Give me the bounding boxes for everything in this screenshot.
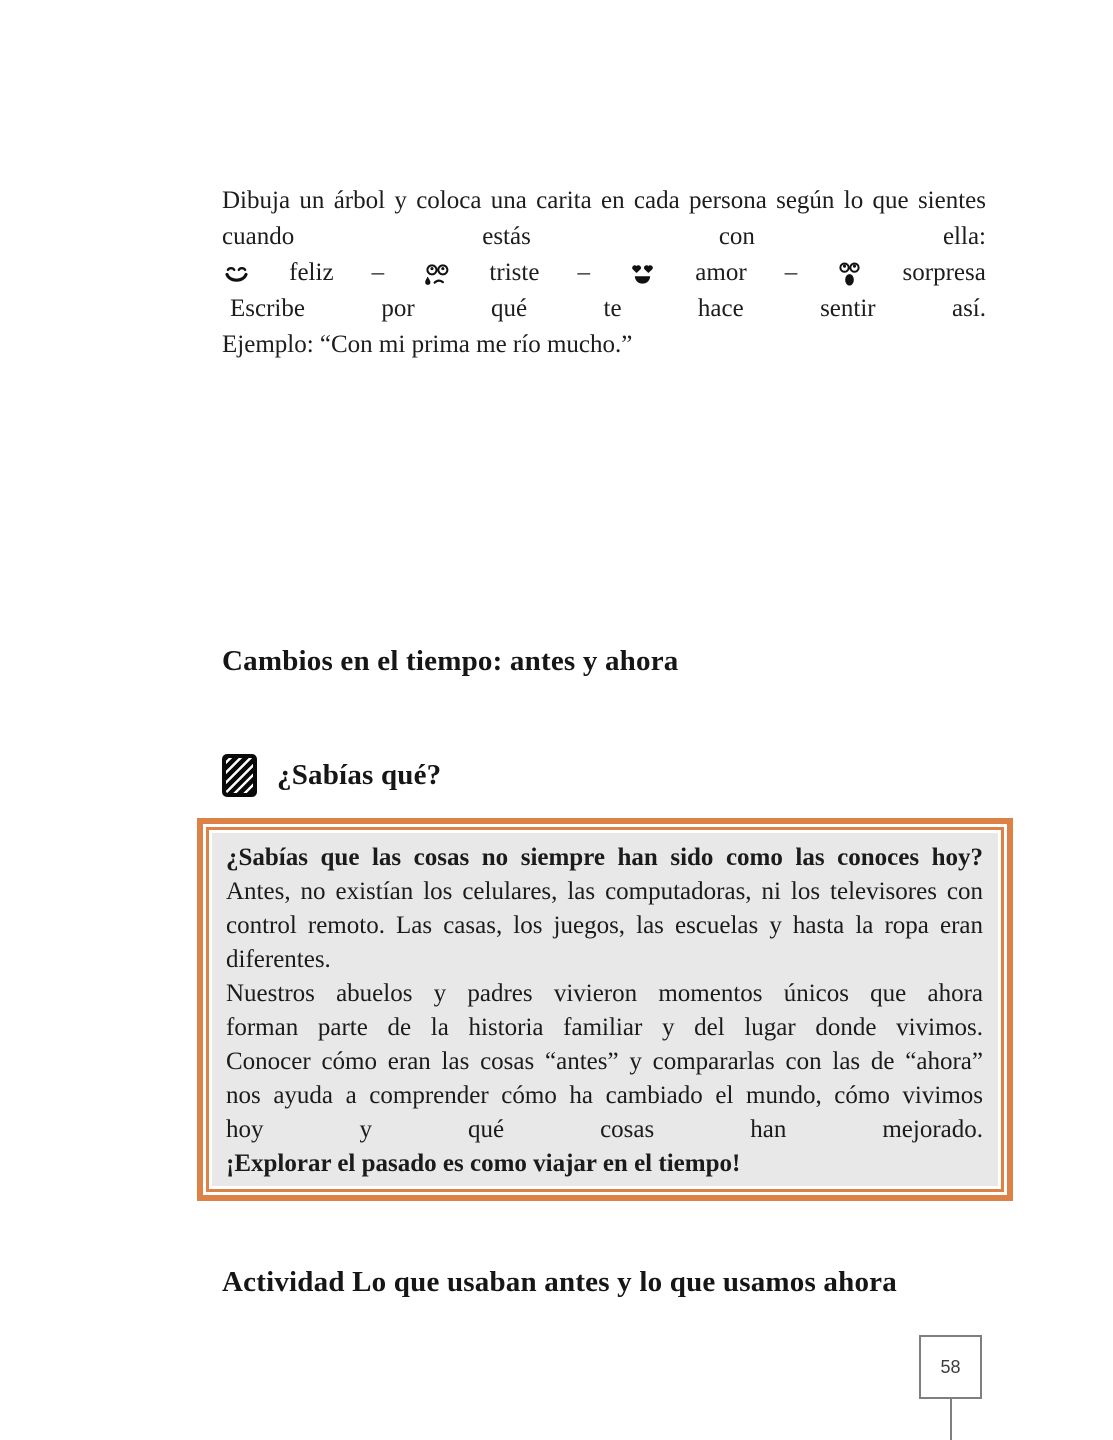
page-number-stem-line — [950, 1399, 952, 1440]
page-number: 58 — [940, 1356, 961, 1377]
heart-eyes-face-icon — [628, 259, 657, 288]
info-box — [197, 818, 1013, 1201]
crying-face-icon — [422, 259, 451, 288]
info-box-line: nos ayuda a comprender cómo ha cambiado el mundo, cómo vivimos — [226, 1082, 983, 1109]
info-box-content — [212, 833, 998, 1186]
info-box-line: diferentes. — [226, 946, 331, 973]
emotion-separator: – — [577, 259, 591, 286]
info-box-line: ¡Explorar el pasado es como viajar en el tiempo! — [226, 1150, 741, 1177]
info-box-line: control remoto. Las casas, los juegos, las escuelas y hasta la ropa eran — [226, 912, 983, 939]
sabias-que-heading — [222, 754, 986, 797]
emotion-label-triste: triste — [489, 259, 540, 286]
info-box-line: hoy y qué cosas han mejorado. — [226, 1116, 983, 1143]
info-box-line: Conocer cómo eran las cosas “antes” y compararlas con las de “ahora” — [226, 1048, 983, 1075]
emotion-label-amor: amor — [695, 259, 747, 286]
info-box-inner-border — [206, 827, 1004, 1192]
info-box-line: Antes, no existían los celulares, las computadoras, ni los televisores con — [226, 878, 983, 905]
info-box-line: forman parte de la historia familiar y del lugar donde vivimos. — [226, 1014, 983, 1041]
intro-line-1: Dibuja un árbol y coloca una carita en cada persona según lo que sientes — [222, 187, 986, 214]
notebook-icon-stripes — [226, 758, 253, 793]
emotion-label-sorpresa: sorpresa — [902, 259, 986, 286]
sabias-que-label: ¿Sabías qué? — [277, 759, 442, 791]
info-box-line: ¿Sabías que las cosas no siempre han sido como las conoces hoy? — [226, 844, 983, 871]
section-heading: Cambios en el tiempo: antes y ahora — [222, 645, 679, 677]
page-number-box — [919, 1335, 982, 1399]
emotion-separator: – — [371, 259, 385, 286]
notebook-icon — [222, 754, 257, 797]
intro-line-5: Ejemplo: “Con mi prima me río mucho.” — [222, 331, 633, 358]
emotion-legend-row — [222, 255, 986, 291]
intro-line-2: cuando estás con ella: — [222, 223, 986, 250]
emotion-separator: – — [784, 259, 798, 286]
intro-line-4: Escribe por qué te hace sentir así. — [230, 295, 986, 322]
intro-paragraph — [222, 183, 986, 363]
emotion-label-feliz: feliz — [289, 259, 334, 286]
happy-face-icon — [222, 259, 251, 288]
activity-heading: Actividad Lo que usaban antes y lo que usamos ahora — [222, 1266, 897, 1298]
info-box-line: Nuestros abuelos y padres vivieron momentos únicos que ahora — [226, 980, 983, 1007]
astonished-face-icon — [835, 259, 864, 288]
